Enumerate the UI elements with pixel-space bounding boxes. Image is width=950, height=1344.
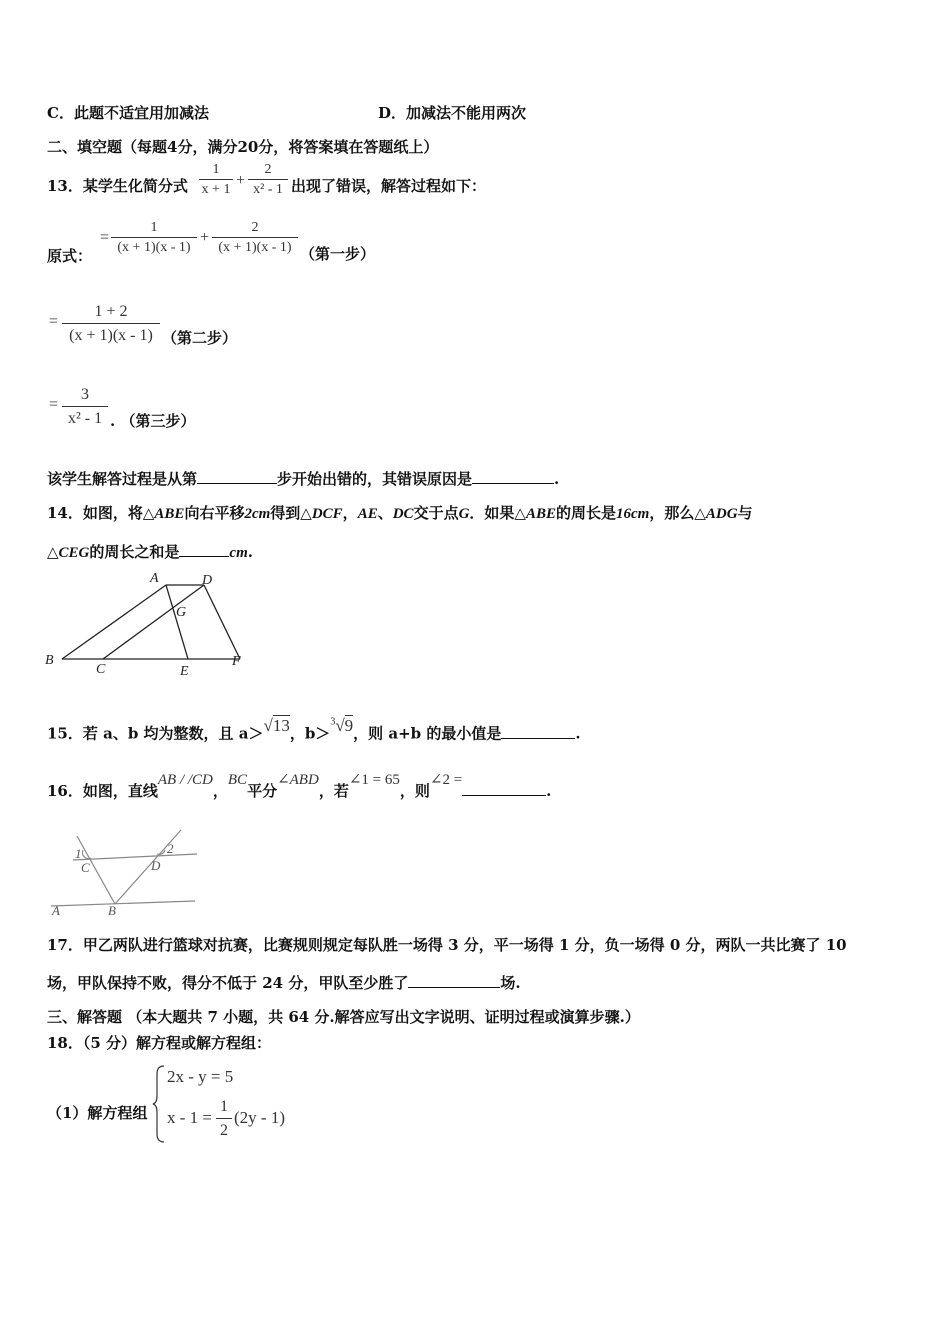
q13-eq-1: =: [49, 313, 59, 330]
cbrt-9: $^3$√9: [330, 715, 354, 735]
q13-original-label: 原式：: [47, 247, 93, 265]
option-d: D．加减法不能用两次: [378, 104, 527, 122]
q13-plus: +: [236, 172, 246, 189]
q13-fraction-2: $\frac{2}{\text{x² - 1}}$: [248, 161, 288, 199]
q16-text: 16．如图，直线AB / /CD，BC平分∠ABD，若∠1 = 65，则∠2 =.: [47, 772, 552, 800]
label-c: C: [96, 662, 106, 677]
line-ab: [51, 901, 195, 906]
q13-question: 该学生解答过程是从第 步开始出错的，其错误原因是 .: [47, 470, 560, 488]
line-ae: [166, 585, 188, 659]
q18-part1-label: （1）解方程组: [47, 1104, 148, 1122]
line-cd: [73, 854, 197, 860]
q13-intro: 13．某学生化简分式: [47, 177, 188, 195]
q13-eq-0: =: [100, 229, 110, 246]
q13-step1-plus: +: [200, 229, 210, 246]
q18-eq-2-fraction: $\frac{1}{2}$: [216, 1096, 232, 1142]
q18-eq-1: 2x - y = 5: [167, 1067, 234, 1086]
q18-eq-2-lhs: x - 1 =: [167, 1108, 212, 1127]
q18-eq-2-rhs: (2y - 1): [234, 1108, 285, 1127]
section-2-title: 二、填空题（每题4分，满分20分，将答案填在答题纸上）: [47, 138, 439, 156]
sqrt-13: √13: [263, 715, 290, 735]
q18-title: 18．（5 分）解方程或解方程组：: [47, 1034, 272, 1052]
label-d: D: [202, 573, 213, 588]
line-dc: [103, 585, 204, 659]
q15-text: 15．若 a、b 均为整数，且 a＞√13，b＞$^3$√9，则 a+b 的最小值是 .: [47, 715, 581, 743]
q13-step2-fraction: $\frac{1 + 2}{(x + 1)(x - 1)}$: [62, 301, 160, 347]
q13-step1-fraction-b: $\frac{2}{(x + 1)(x - 1)}$: [212, 219, 298, 257]
label-e: E: [180, 664, 189, 679]
label-g: G: [176, 605, 187, 620]
q17-line-2: 场，甲队保持不败，得分不低于 24 分，甲队至少胜了 场.: [47, 974, 521, 992]
q17-blank[interactable]: [408, 972, 500, 988]
q13-fraction-1: $\frac{1}{x + 1}$: [199, 161, 233, 199]
label-a: A: [150, 571, 159, 586]
q13-step3-fraction: $\frac{3}{\text{x² - 1}}$: [62, 384, 108, 430]
label-b: B: [45, 653, 54, 668]
q13-step1-fraction-a: $\frac{1}{(x + 1)(x - 1)}$: [111, 219, 197, 257]
q13-step2-label: （第二步）: [162, 329, 238, 347]
q13-intro-end: 出现了错误，解答过程如下：: [291, 177, 487, 195]
label-c: C: [81, 860, 90, 875]
q13-blank-step[interactable]: [197, 468, 277, 484]
q16-blank[interactable]: [462, 780, 546, 796]
q14-line-2: △CEG的周长之和是 cm.: [47, 543, 253, 561]
q15-blank[interactable]: [501, 723, 575, 739]
q13-eq-2: =: [49, 396, 59, 413]
q13-step3-label: . （第三步）: [110, 412, 196, 430]
label-b: B: [108, 903, 116, 918]
line-df: [204, 585, 240, 659]
q13-step1-label: （第一步）: [300, 245, 376, 263]
q14-figure: [40, 566, 260, 681]
system-brace: [152, 1064, 166, 1144]
q13-blank-reason[interactable]: [472, 468, 554, 484]
option-c: C．此题不适宜用加减法: [47, 104, 209, 122]
q16-figure: [45, 822, 205, 922]
line-ba: [62, 585, 166, 659]
section-3-title: 三、解答题 （本大题共 7 小题，共 64 分.解答应写出文字说明、证明过程或演算步骤.）: [47, 1008, 640, 1026]
label-f: F: [232, 654, 241, 669]
label-1: 1: [75, 846, 82, 861]
label-d: D: [151, 858, 161, 873]
q14-blank[interactable]: [179, 541, 229, 557]
q14-line-1: 14．如图，将△ABE向右平移2cm得到△DCF，AE、DC交于点G．如果△ABE的周长是16cm，那么△ADG与: [47, 504, 753, 522]
label-2: 2: [167, 841, 174, 856]
label-a: A: [52, 903, 60, 918]
q17-line-1: 17．甲乙两队进行篮球对抗赛，比赛规则规定每队胜一场得 3 分，平一场得 1 分，负一场得 0 分，两队一共比赛了 10: [47, 936, 847, 954]
